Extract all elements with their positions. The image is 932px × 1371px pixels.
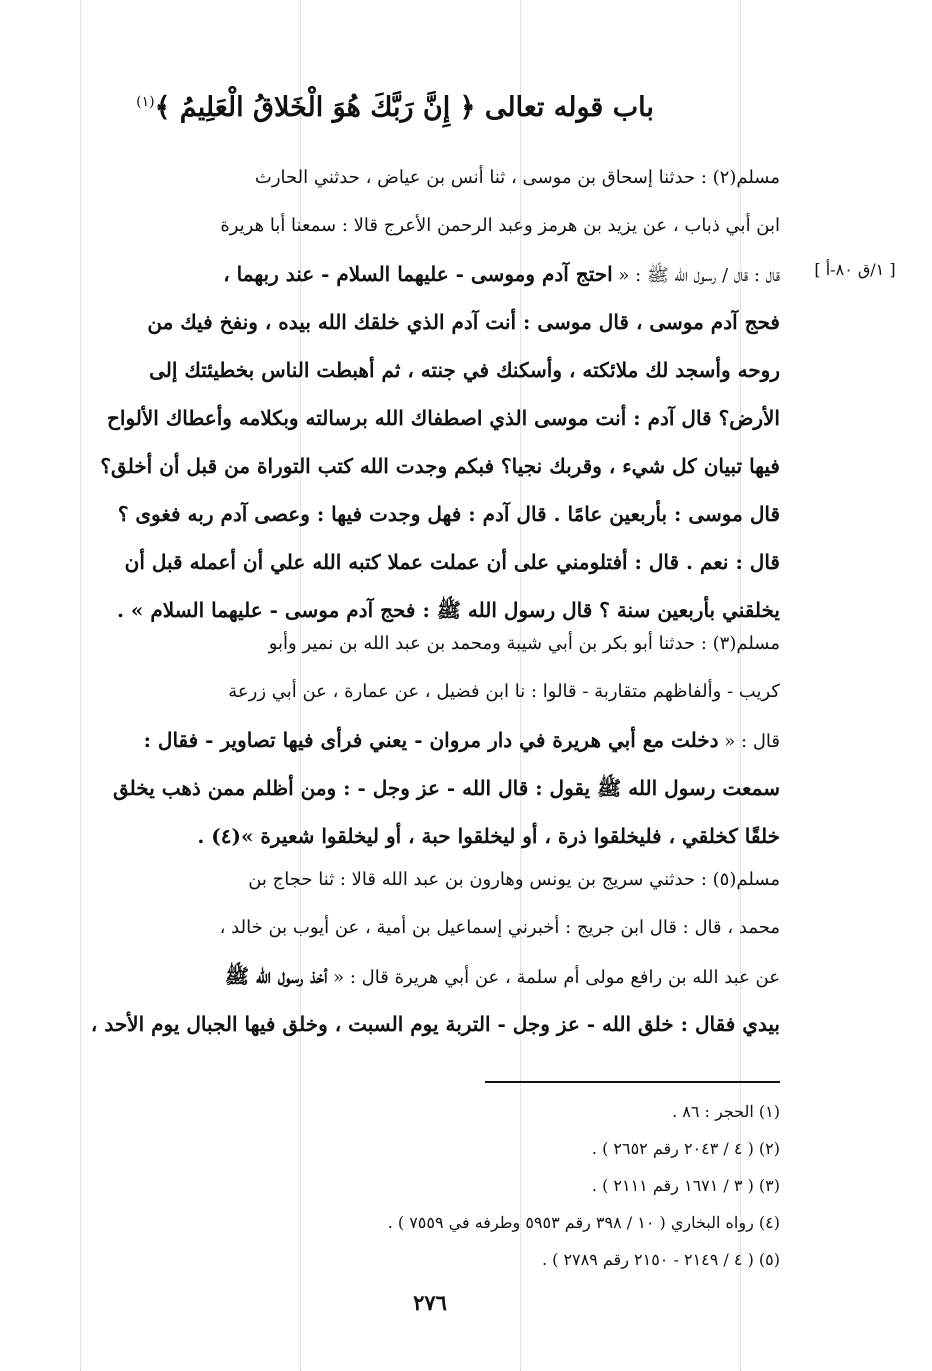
hadith-matn: روحه وأسجد لك ملائكته ، وأسكنك في جنته ، ثم أهبطت الناس بخطيئتك إلى xyxy=(149,358,780,382)
hadith-paragraph-1 xyxy=(38,154,780,634)
hadith-matn: بيدي فقال : خلق الله - عز وجل - التربة يوم السبت ، وخلق فيها الجبال يوم الأحد ، xyxy=(90,1012,780,1036)
text-line-intro: عن عبد الله بن رافع مولى أم سلمة ، عن أبي هريرة قال : « xyxy=(327,967,780,988)
text-line xyxy=(38,250,780,298)
hadith-matn: الأرض؟ قال آدم : أنت موسى الذي اصطفاك الله برسالته وبكلامه وأعطاك الألواح xyxy=(107,406,780,430)
page-number: ٢٧٦ xyxy=(413,1290,447,1315)
manuscript-margin-reference: [ ١/ق ٨٠-أ ] xyxy=(814,260,896,279)
text-line: مسلم(٥) : حدثني سريج بن يونس وهارون بن عبد الله قالا : ثنا حجاج بن xyxy=(248,869,780,890)
chapter-title-footnote-ref: (١) xyxy=(136,94,155,110)
hadith-paragraph-3 xyxy=(38,856,780,1048)
hadith-matn: خلقًا كخلقي ، فليخلقوا ذرة ، أو ليخلقوا حبة ، أو ليخلقوا شعيرة »(٤) . xyxy=(197,824,780,848)
hadith-matn: أخذ رسول الله ﷺ xyxy=(224,964,328,988)
footnote-2: (٢) ( ٤ / ٢٠٤٣ رقم ٢٦٥٢ ) . xyxy=(591,1139,780,1158)
text-line: ابن أبي ذباب ، عن يزيد بن هرمز وعبد الرحمن الأعرج قالا : سمعنا أبا هريرة xyxy=(220,215,780,236)
footnote-3: (٣) ( ٣ / ١٦٧١ رقم ٢١١١ ) . xyxy=(591,1176,780,1195)
hadith-matn: احتج آدم وموسى - عليهما السلام - عند ربهما ، xyxy=(223,262,613,286)
text-line xyxy=(38,952,780,1000)
footnotes xyxy=(200,1093,780,1278)
text-line: كريب - وألفاظهم متقاربة - قالوا : نا ابن فضيل ، عن عمارة ، عن أبي زرعة xyxy=(228,681,780,702)
hadith-matn: دخلت مع أبي هريرة في دار مروان - يعني فرأى فيها تصاوير - فقال : xyxy=(143,728,719,752)
text-line xyxy=(38,716,780,764)
text-line: مسلم(٢) : حدثنا إسحاق بن موسى ، ثنا أنس بن عياض ، حدثني الحارث xyxy=(254,167,780,188)
text-line: محمد ، قال : قال ابن جريج : أخبرني إسماعيل بن أمية ، عن أيوب بن خالد ، xyxy=(219,917,780,938)
hadith-paragraph-2 xyxy=(38,620,780,860)
footnote-5: (٥) ( ٤ / ٢١٤٩ - ٢١٥٠ رقم ٢٧٨٩ ) . xyxy=(541,1250,780,1269)
chapter-title-text: باب قوله تعالى ﴿ إِنَّ رَبَّكَ هُوَ الْخَلاقُ الْعَلِيمُ ﴾ xyxy=(154,92,654,123)
hadith-matn: فيها تبيان كل شيء ، وقربك نجيا؟ فبكم وجدت الله كتب التوراة من قبل أن أخلق؟ xyxy=(100,454,780,478)
text-line-intro: قال : قال / رسول الله ﷺ : « xyxy=(612,265,780,286)
text-line: مسلم(٣) : حدثنا أبو بكر بن أبي شيبة ومحمد بن عبد الله بن نمير وأبو xyxy=(268,633,780,654)
hadith-matn: قال : نعم . قال : أفتلومني على أن عملت عملا كتبه الله علي أن أعمله قبل أن xyxy=(124,550,780,574)
hadith-matn: قال موسى : بأربعين عامًا . قال آدم : فهل وجدت فيها : وعصى آدم ربه فغوى ؟ xyxy=(117,502,780,526)
hadith-matn: فحج آدم موسى ، قال موسى : أنت آدم الذي خلقك الله بيده ، ونفخ فيك من xyxy=(147,310,780,334)
footnote-4: (٤) رواه البخاري ( ١٠ / ٣٩٨ رقم ٥٩٥٣ وطرفه في ٧٥٥٩ ) . xyxy=(387,1213,780,1232)
text-line-intro: قال : « xyxy=(718,731,780,752)
footnote-divider xyxy=(485,1081,780,1083)
chapter-title xyxy=(110,92,680,123)
footnote-1: (١) الحجر : ٨٦ . xyxy=(672,1102,780,1121)
hadith-matn: سمعت رسول الله ﷺ يقول : قال الله - عز وجل - : ومن أظلم ممن ذهب يخلق xyxy=(112,776,780,800)
hadith-matn: يخلقني بأربعين سنة ؟ قال رسول الله ﷺ : فحج آدم موسى - عليهما السلام » . xyxy=(117,598,780,622)
